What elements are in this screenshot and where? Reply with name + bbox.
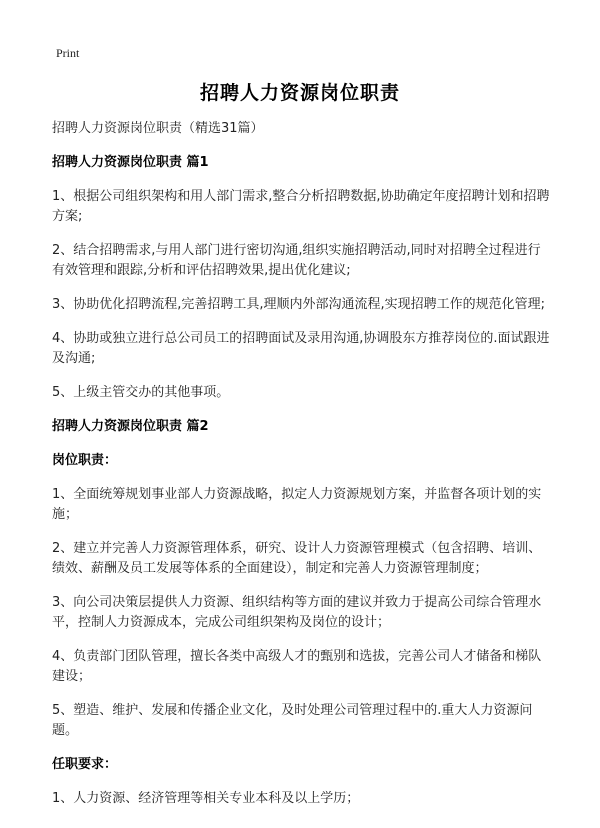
list-item: 1、全面统筹规划事业部人力资源战略，拟定人力资源规划方案，并监督各项计划的实施； xyxy=(52,487,542,522)
document-subtitle: 招聘人力资源岗位职责（精选31篇） xyxy=(52,121,264,136)
list-item: 4、负责部门团队管理，擅长各类中高级人才的甄别和选拔，完善公司人才储备和梯队建设； xyxy=(52,649,542,684)
list-item: 3、协助优化招聘流程,完善招聘工具,理顺内外部沟通流程,实现招聘工作的规范化管理; xyxy=(52,297,546,312)
section-heading-1: 招聘人力资源岗位职责 篇1 xyxy=(52,155,209,170)
list-item: 5、塑造、维护、发展和传播企业文化，及时处理公司管理过程中的.重大人力资源问题。 xyxy=(52,703,533,738)
list-item: 3、向公司决策层提供人力资源、组织结构等方面的建议并致力于提高公司综合管理水平，控制人力资源成本，完成公司组织架构及岗位的设计； xyxy=(52,595,542,630)
section-heading-2: 招聘人力资源岗位职责 篇2 xyxy=(52,419,209,434)
list-item: 2、结合招聘需求,与用人部门进行密切沟通,组织实施招聘活动,同时对招聘全过程进行有效管理和跟踪,分析和评估招聘效果,提出优化建议; xyxy=(52,243,541,278)
document-body xyxy=(52,119,552,823)
list-item: 1、根据公司组织架构和用人部门需求,整合分析招聘数据,协助确定年度招聘计划和招聘方案; xyxy=(52,189,550,224)
list-item: 4、协助或独立进行总公司员工的招聘面试及录用沟通,协调股东方推荐岗位的.面试跟进及沟通; xyxy=(52,331,550,366)
list-item: 5、上级主管交办的其他事项。 xyxy=(52,385,230,400)
list-item: 1、人力资源、经济管理等相关专业本科及以上学历； xyxy=(52,791,360,806)
duties-heading: 岗位职责： xyxy=(52,453,118,468)
list-item: 2、建立并完善人力资源管理体系，研究、设计人力资源管理模式（包含招聘、培训、绩效、薪酬及员工发展等体系的全面建设），制定和完善人力资源管理制度； xyxy=(52,541,542,576)
page-title: 招聘人力资源岗位职责 xyxy=(199,82,400,104)
requirements-heading: 任职要求： xyxy=(52,757,118,772)
print-link[interactable]: Print xyxy=(56,46,80,60)
